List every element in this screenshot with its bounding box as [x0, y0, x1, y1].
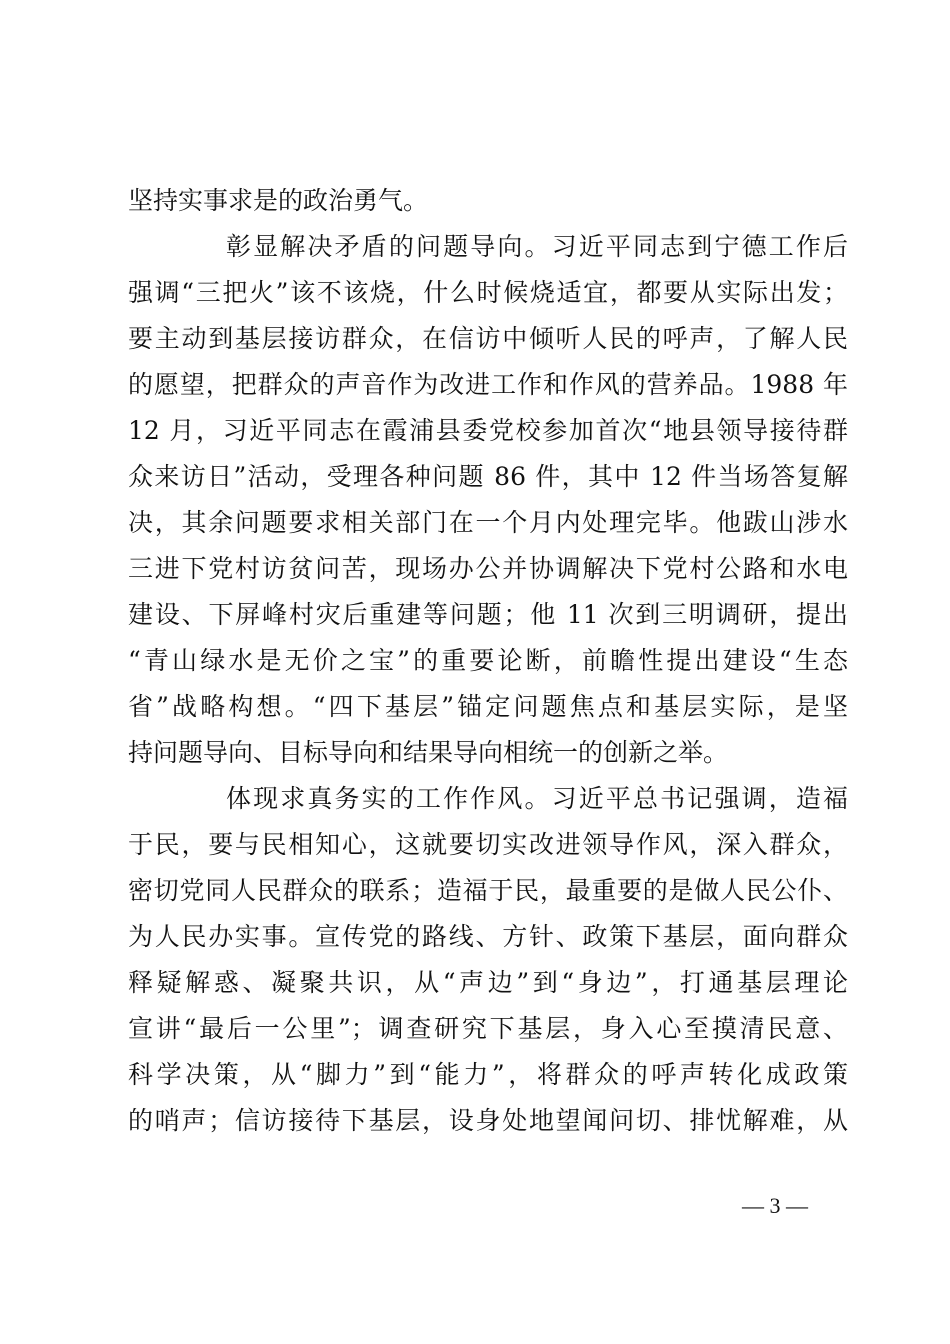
text-line: 宣讲“最后一公里”；调查研究下基层，身入心至摸清民意、 [128, 1014, 848, 1043]
text-line: 要主动到基层接访群众，在信访中倾听人民的呼声，了解人民 [128, 324, 848, 353]
text-line: 三进下党村访贫问苦，现场办公并协调解决下党村公路和水电 [128, 554, 848, 583]
text-line: 坚持实事求是的政治勇气。 [128, 186, 429, 215]
text-line: 建设、下屏峰村灾后重建等问题；他 11 次到三明调研，提出 [128, 600, 848, 629]
text-line: 12 月，习近平同志在霞浦县委党校参加首次“地县领导接待群 [128, 416, 848, 445]
page-number: — 3 — [742, 1193, 808, 1218]
text-line: 决，其余问题要求相关部门在一个月内处理完毕。他跋山涉水 [128, 508, 848, 537]
text-line: 科学决策，从“脚力”到“能力”，将群众的呼声转化成政策 [128, 1060, 848, 1089]
text-line: 密切党同人民群众的联系；造福于民，最重要的是做人民公仆、 [128, 876, 848, 905]
body-text [128, 178, 848, 1144]
paragraph-heading-line: 体现求真务实的工作作风。习近平总书记强调，造福 [226, 784, 848, 813]
text-line: 持问题导向、目标导向和结果导向相统一的创新之举。 [128, 738, 729, 767]
text-line: 释疑解惑、凝聚共识，从“声边”到“身边”，打通基层理论 [128, 968, 848, 997]
paragraph-heading-line: 彰显解决矛盾的问题导向。习近平同志到宁德工作后 [226, 232, 848, 261]
text-line: 省”战略构想。“四下基层”锚定问题焦点和基层实际，是坚 [128, 692, 848, 721]
text-line: 为人民办实事。宣传党的路线、方针、政策下基层，面向群众 [128, 922, 848, 951]
text-line: 的愿望，把群众的声音作为改进工作和作风的营养品。1988 年 [128, 370, 848, 399]
text-line: 强调“三把火”该不该烧，什么时候烧适宜，都要从实际出发； [128, 278, 848, 307]
text-line: 于民，要与民相知心，这就要切实改进领导作风，深入群众， [128, 830, 848, 859]
text-line: 众来访日”活动，受理各种问题 86 件，其中 12 件当场答复解 [128, 462, 848, 491]
text-line: 的哨声；信访接待下基层，设身处地望闻问切、排忧解难，从 [128, 1106, 848, 1135]
text-line: “青山绿水是无价之宝”的重要论断，前瞻性提出建设“生态 [128, 646, 848, 675]
